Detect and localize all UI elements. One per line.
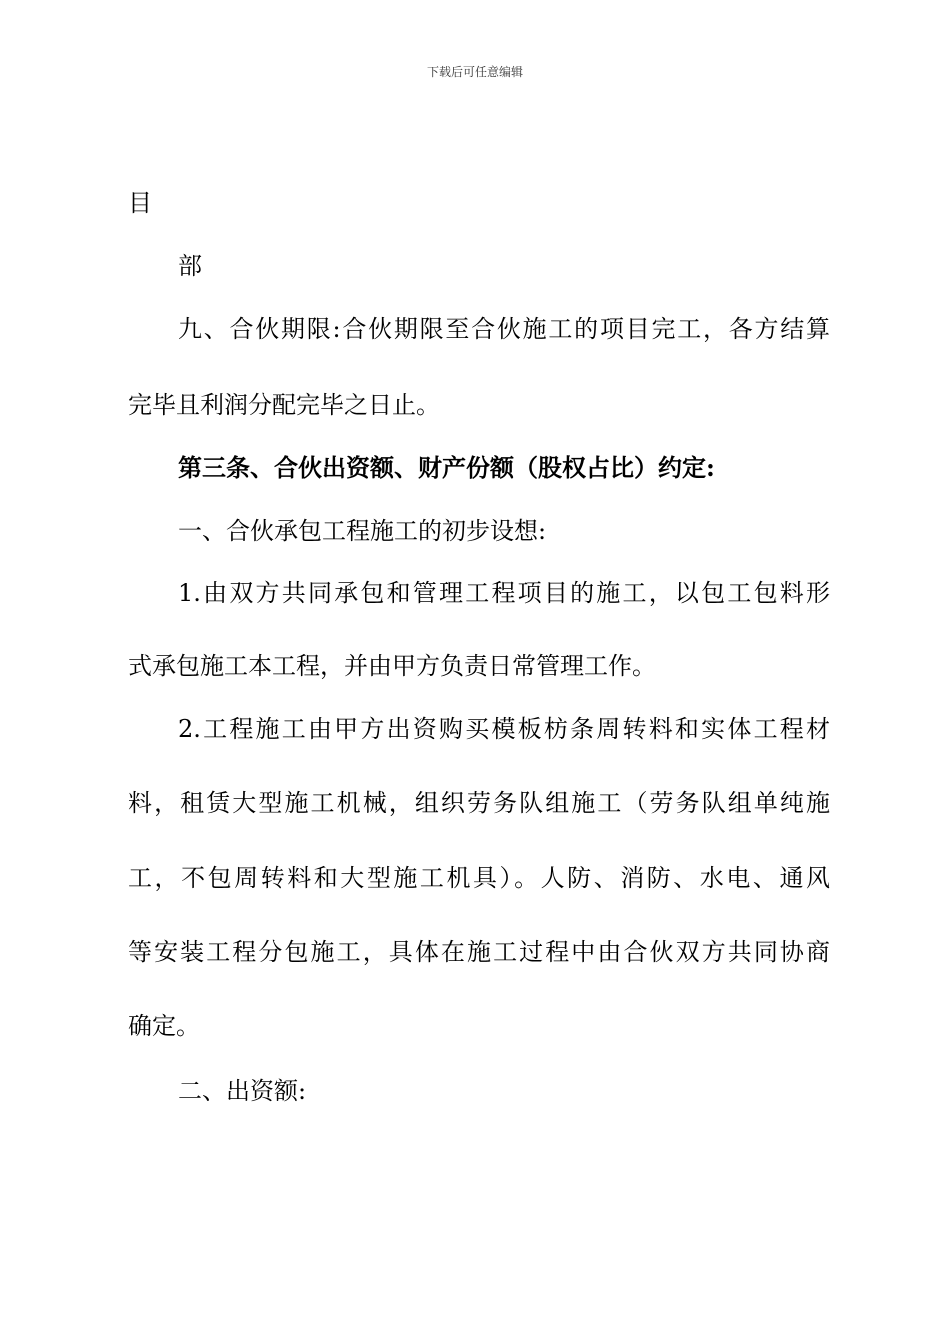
- item-two-line-2: 料，租赁大型施工机械，组织劳务队组施工（劳务队组单纯施: [128, 789, 830, 817]
- item-two-line-5: 确定。: [128, 1012, 200, 1040]
- item-two-line-3: 工，不包周转料和大型施工机具）。人防、消防、水电、通风: [128, 864, 830, 892]
- clause-nine-continuation: 完毕且利润分配完毕之日止。: [128, 391, 440, 419]
- page-header: 下载后可任意编辑: [426, 65, 523, 79]
- item-one-line-1: 1.由双方共同承包和管理工程项目的施工，以包工包料形: [178, 579, 830, 607]
- item-two-line-4: 等安装工程分包施工，具体在施工过程中由合伙双方共同协商: [128, 938, 830, 966]
- item-one-line-2: 式承包施工本工程，并由甲方负责日常管理工作。: [128, 652, 656, 680]
- body-line-mu: 目: [128, 189, 152, 217]
- section-two-heading: 二、出资额:: [178, 1077, 307, 1105]
- article-three-heading: 第三条、合伙出资额、财产份额（股权占比）约定:: [178, 453, 715, 482]
- clause-nine-partnership-term: 九、合伙期限:合伙期限至合伙施工的项目完工，各方结算: [178, 315, 830, 343]
- item-two-line-1: 2.工程施工由甲方出资购买模板枋条周转料和实体工程材: [178, 715, 830, 743]
- body-line-bu: 部: [178, 252, 202, 280]
- section-one-heading: 一、合伙承包工程施工的初步设想:: [178, 517, 547, 545]
